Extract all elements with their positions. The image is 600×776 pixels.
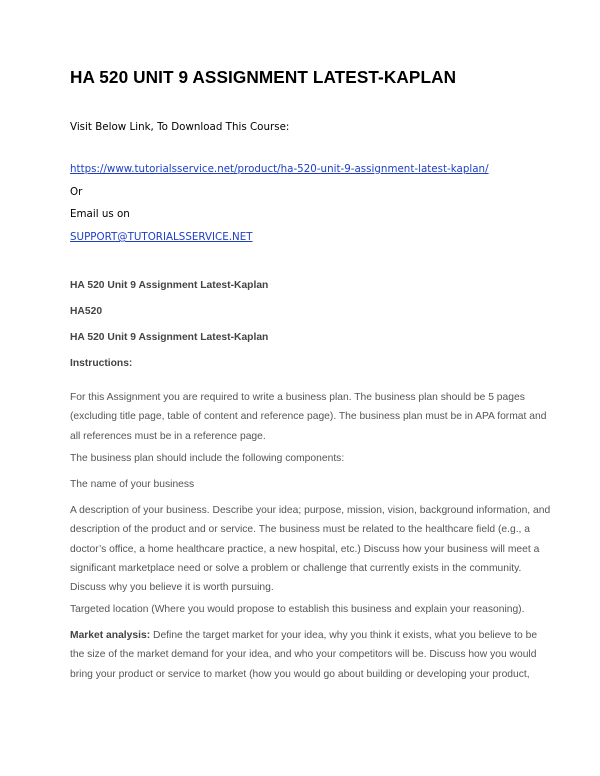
paragraph-1-line: For this Assignment you are required to write a business plan. The business plan should be 5 pages bbox=[70, 392, 525, 403]
paragraph-6-line: the size of the market demand for your idea, and who your competitors will be. Discuss how you would bbox=[70, 649, 537, 661]
market-analysis-label: Market analysis: bbox=[70, 630, 151, 641]
paragraph-6-line: bring your product or service to market (how you would go about building or developing your product, bbox=[70, 668, 530, 680]
paragraph-4-line: doctor’s office, a home healthcare practice, a new hospital, etc.) Discuss how your business will meet a bbox=[70, 543, 540, 555]
paragraph-1-line: all references must be in a reference page. bbox=[70, 430, 266, 442]
paragraph-3-line: The name of your business bbox=[70, 479, 195, 490]
paragraph-1-line: (excluding title page, table of content and reference page). The business plan must be in APA format and bbox=[70, 411, 547, 423]
paragraph-5 bbox=[70, 600, 540, 619]
or-text: Or bbox=[70, 186, 83, 198]
paragraph-4-line: A description of your business. Describe your idea; purpose, mission, vision, background information, and bbox=[70, 505, 551, 516]
course-link[interactable]: https://www.tutorialsservice.net/product/ha-520-unit-9-assignment-latest-kaplan/ bbox=[70, 163, 489, 175]
support-email-line bbox=[70, 231, 253, 243]
paragraph-4-line: Discuss why you believe it is worth pursuing. bbox=[70, 582, 274, 594]
paragraph-4 bbox=[70, 501, 551, 597]
instructions-label: Instructions: bbox=[70, 358, 133, 369]
heading-1: HA 520 Unit 9 Assignment Latest-Kaplan bbox=[70, 280, 269, 291]
paragraph-4-line: significant marketplace need or solve a problem or challenge that currently exists in the community. bbox=[70, 562, 522, 574]
heading-2: HA520 bbox=[70, 306, 103, 317]
document-title: HA 520 UNIT 9 ASSIGNMENT LATEST-KAPLAN bbox=[70, 67, 457, 87]
support-email-link[interactable]: SUPPORT@TUTORIALSSERVICE.NET bbox=[70, 231, 253, 243]
paragraph-2-line: The business plan should include the following components: bbox=[70, 453, 345, 464]
paragraph-6 bbox=[70, 626, 540, 684]
paragraph-3 bbox=[70, 475, 540, 494]
paragraph-6-line-1 bbox=[70, 626, 540, 645]
paragraph-4-line: description of the product and or service. The business must be related to the healthcare field (e.g., a bbox=[70, 524, 531, 536]
course-link-line bbox=[70, 163, 489, 175]
paragraph-6-line-1-rest: Define the target market for your idea, why you think it exists, what you believe to be bbox=[150, 630, 538, 641]
paragraph-5-line: Targeted location (Where you would propose to establish this business and explain your reasoning). bbox=[70, 604, 525, 615]
visit-text: Visit Below Link, To Download This Course: bbox=[70, 121, 290, 133]
heading-3: HA 520 Unit 9 Assignment Latest-Kaplan bbox=[70, 332, 269, 343]
paragraph-1 bbox=[70, 388, 547, 446]
email-text: Email us on bbox=[70, 208, 130, 220]
paragraph-2 bbox=[70, 449, 540, 468]
